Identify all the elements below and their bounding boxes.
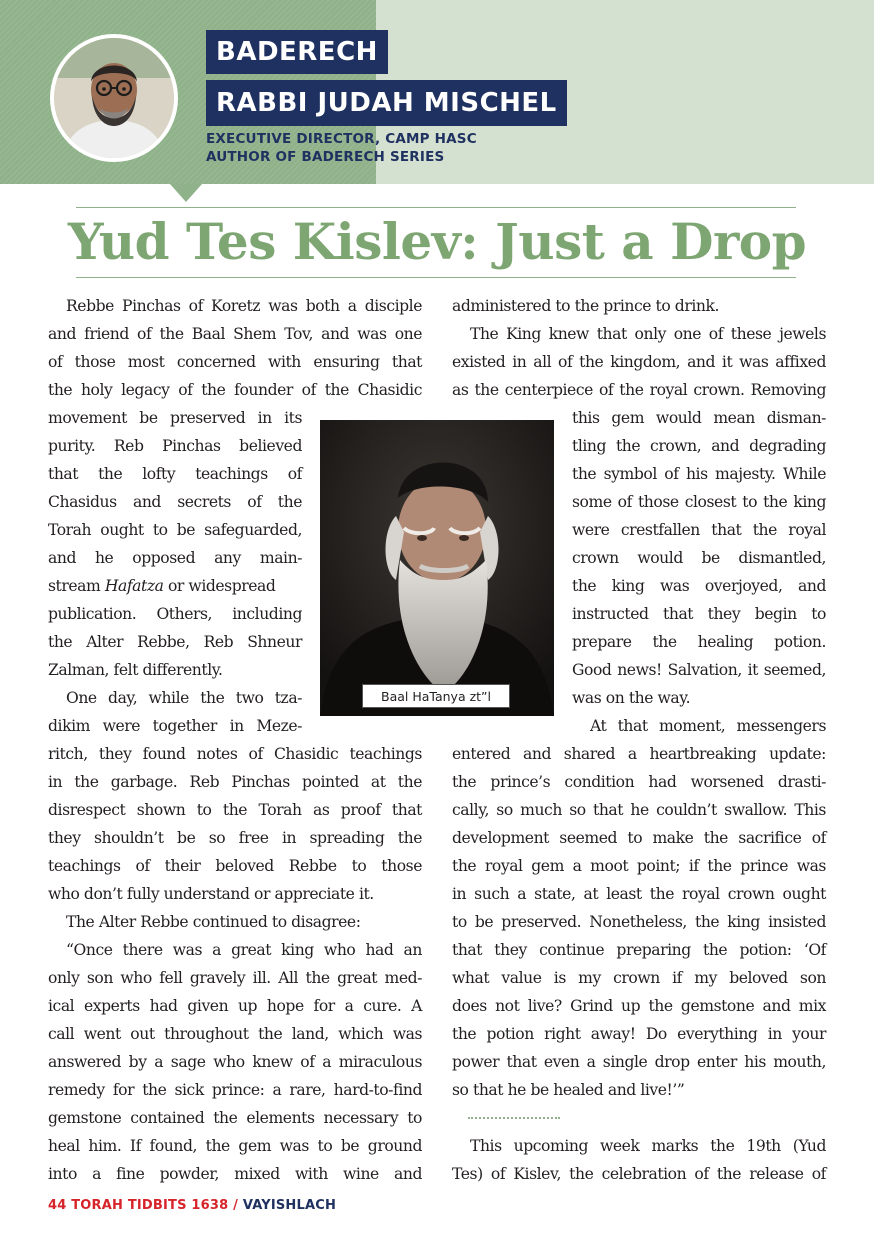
body-line: and friend of the Baal Shem Tov, and was one: [48, 325, 422, 343]
body-line: Torah ought to be safeguarded,: [48, 521, 302, 539]
body-line: the symbol of his majesty. While: [572, 465, 826, 483]
body-line: The King knew that only one of these jewels: [470, 325, 826, 343]
body-line: remedy for the sick prince: a rare, hard-to-find: [48, 1081, 422, 1099]
body-line: disrespect shown to the Torah as proof that: [48, 801, 422, 819]
author-portrait-icon: [54, 38, 174, 158]
body-line: were crestfallen that the royal: [572, 521, 826, 539]
title-rule-top: [76, 207, 796, 208]
body-line: who don’t fully understand or appreciate it.: [48, 885, 374, 903]
body-line: ical experts had given up hope for a cure. A: [48, 997, 422, 1015]
body-line: call went out throughout the land, which was: [48, 1025, 422, 1043]
publication-name: 44 TORAH TIDBITS 1638: [48, 1198, 229, 1213]
body-line: the Alter Rebbe, Reb Shneur: [48, 633, 302, 651]
body-word: or widespread: [167, 577, 276, 595]
body-line: they shouldn’t be so free in spreading the: [48, 829, 422, 847]
title-rule-bottom: [76, 277, 796, 278]
body-line: entered and shared a heartbreaking update:: [452, 745, 826, 763]
body-line: publication. Others, including: [48, 605, 302, 623]
body-line: into a fine powder, mixed with wine and: [48, 1165, 422, 1183]
body-line: the holy legacy of the founder of the Chasidic: [48, 381, 422, 399]
author-role-1: EXECUTIVE DIRECTOR, CAMP HASC: [206, 131, 477, 147]
body-line: Chasidus and secrets of the: [48, 493, 302, 511]
body-line: ritch, they found notes of Chasidic teachings: [48, 745, 422, 763]
body-line: that the lofty teachings of: [48, 465, 302, 483]
body-line: instructed that they begin to: [572, 605, 826, 623]
author-role-2: AUTHOR OF BADERECH SERIES: [206, 149, 445, 165]
body-line: answered by a sage who knew of a miraculous: [48, 1053, 422, 1071]
author-name: RABBI JUDAH MISCHEL: [206, 80, 567, 126]
footer-separator: /: [233, 1198, 239, 1213]
rebbe-portrait-icon: [320, 420, 554, 716]
body-line: “Once there was a great king who had an: [66, 941, 422, 959]
body-word: stream: [48, 577, 101, 595]
body-line: the king was overjoyed, and: [572, 577, 826, 595]
body-line: this gem would mean disman-: [572, 409, 826, 427]
body-line: what value is my crown if my beloved son: [452, 969, 826, 987]
body-line: heal him. If found, the gem was to be ground: [48, 1137, 422, 1155]
body-line: movement be preserved in its: [48, 409, 302, 427]
body-line: in such a state, at least the royal crown ought: [452, 885, 826, 903]
body-line: prepare the healing potion.: [572, 633, 826, 651]
body-line: At that moment, messengers: [590, 717, 826, 735]
body-line: does not live? Grind up the gemstone and mix: [452, 997, 826, 1015]
body-line: the prince’s condition had worsened drasti-: [452, 773, 826, 791]
body-line: of those most concerned with ensuring that: [48, 353, 422, 371]
body-line: power that even a single drop enter his mouth,: [452, 1053, 826, 1071]
body-line: only son who fell gravely ill. All the great med-: [48, 969, 422, 987]
body-line: tling the crown, and degrading: [572, 437, 826, 455]
article-photo: [320, 420, 554, 716]
parsha-name: VAYISHLACH: [242, 1198, 337, 1213]
body-line: to be preserved. Nonetheless, the king insisted: [452, 913, 826, 931]
body-line: and he opposed any main-: [48, 549, 302, 567]
body-line: dikim were together in Meze-: [48, 717, 302, 735]
body-line: Rebbe Pinchas of Koretz was both a disciple: [66, 297, 422, 315]
body-line: Tes) of Kislev, the celebration of the release of: [452, 1165, 826, 1183]
body-line: purity. Reb Pinchas believed: [48, 437, 302, 455]
author-avatar: [50, 34, 178, 162]
section-separator: [468, 1117, 560, 1119]
body-line: cally, so much so that he couldn’t swallow. This: [452, 801, 826, 819]
body-line: so that he be healed and live!’”: [452, 1081, 685, 1099]
article-title: Yud Tes Kislev: Just a Drop: [67, 212, 807, 271]
body-line: development seemed to make the sacrifice of: [452, 829, 826, 847]
body-line: was on the way.: [572, 689, 691, 707]
body-line: the royal gem a moot point; if the prince was: [452, 857, 826, 875]
body-line: This upcoming week marks the 19th (Yud: [470, 1137, 826, 1155]
photo-caption: Baal HaTanya zt”l: [362, 684, 510, 708]
body-line: some of those closest to the king: [572, 493, 826, 511]
body-line: administered to the prince to drink.: [452, 297, 719, 315]
header-notch: [170, 184, 202, 202]
body-line: The Alter Rebbe continued to disagree:: [66, 913, 361, 931]
body-line: teachings of their beloved Rebbe to those: [48, 857, 422, 875]
body-line: existed in all of the kingdom, and it was affixed: [452, 353, 826, 371]
body-line: in the garbage. Reb Pinchas pointed at the: [48, 773, 422, 791]
body-line: as the centerpiece of the royal crown. Removing: [452, 381, 826, 399]
body-line: Zalman, felt differently.: [48, 661, 223, 679]
page-footer: [48, 1198, 336, 1213]
body-line: crown would be dismantled,: [572, 549, 826, 567]
body-line: that they continue preparing the potion: ‘Of: [452, 941, 826, 959]
italic-term: Hafatza: [104, 577, 164, 595]
body-line-italic: [48, 576, 302, 596]
body-line: One day, while the two tza-: [66, 689, 302, 707]
body-line: gemstone contained the elements necessary to: [48, 1109, 422, 1127]
body-line: Good news! Salvation, it seemed,: [572, 661, 826, 679]
body-line: the potion right away! Do everything in your: [452, 1025, 826, 1043]
series-label: BADERECH: [206, 30, 388, 74]
